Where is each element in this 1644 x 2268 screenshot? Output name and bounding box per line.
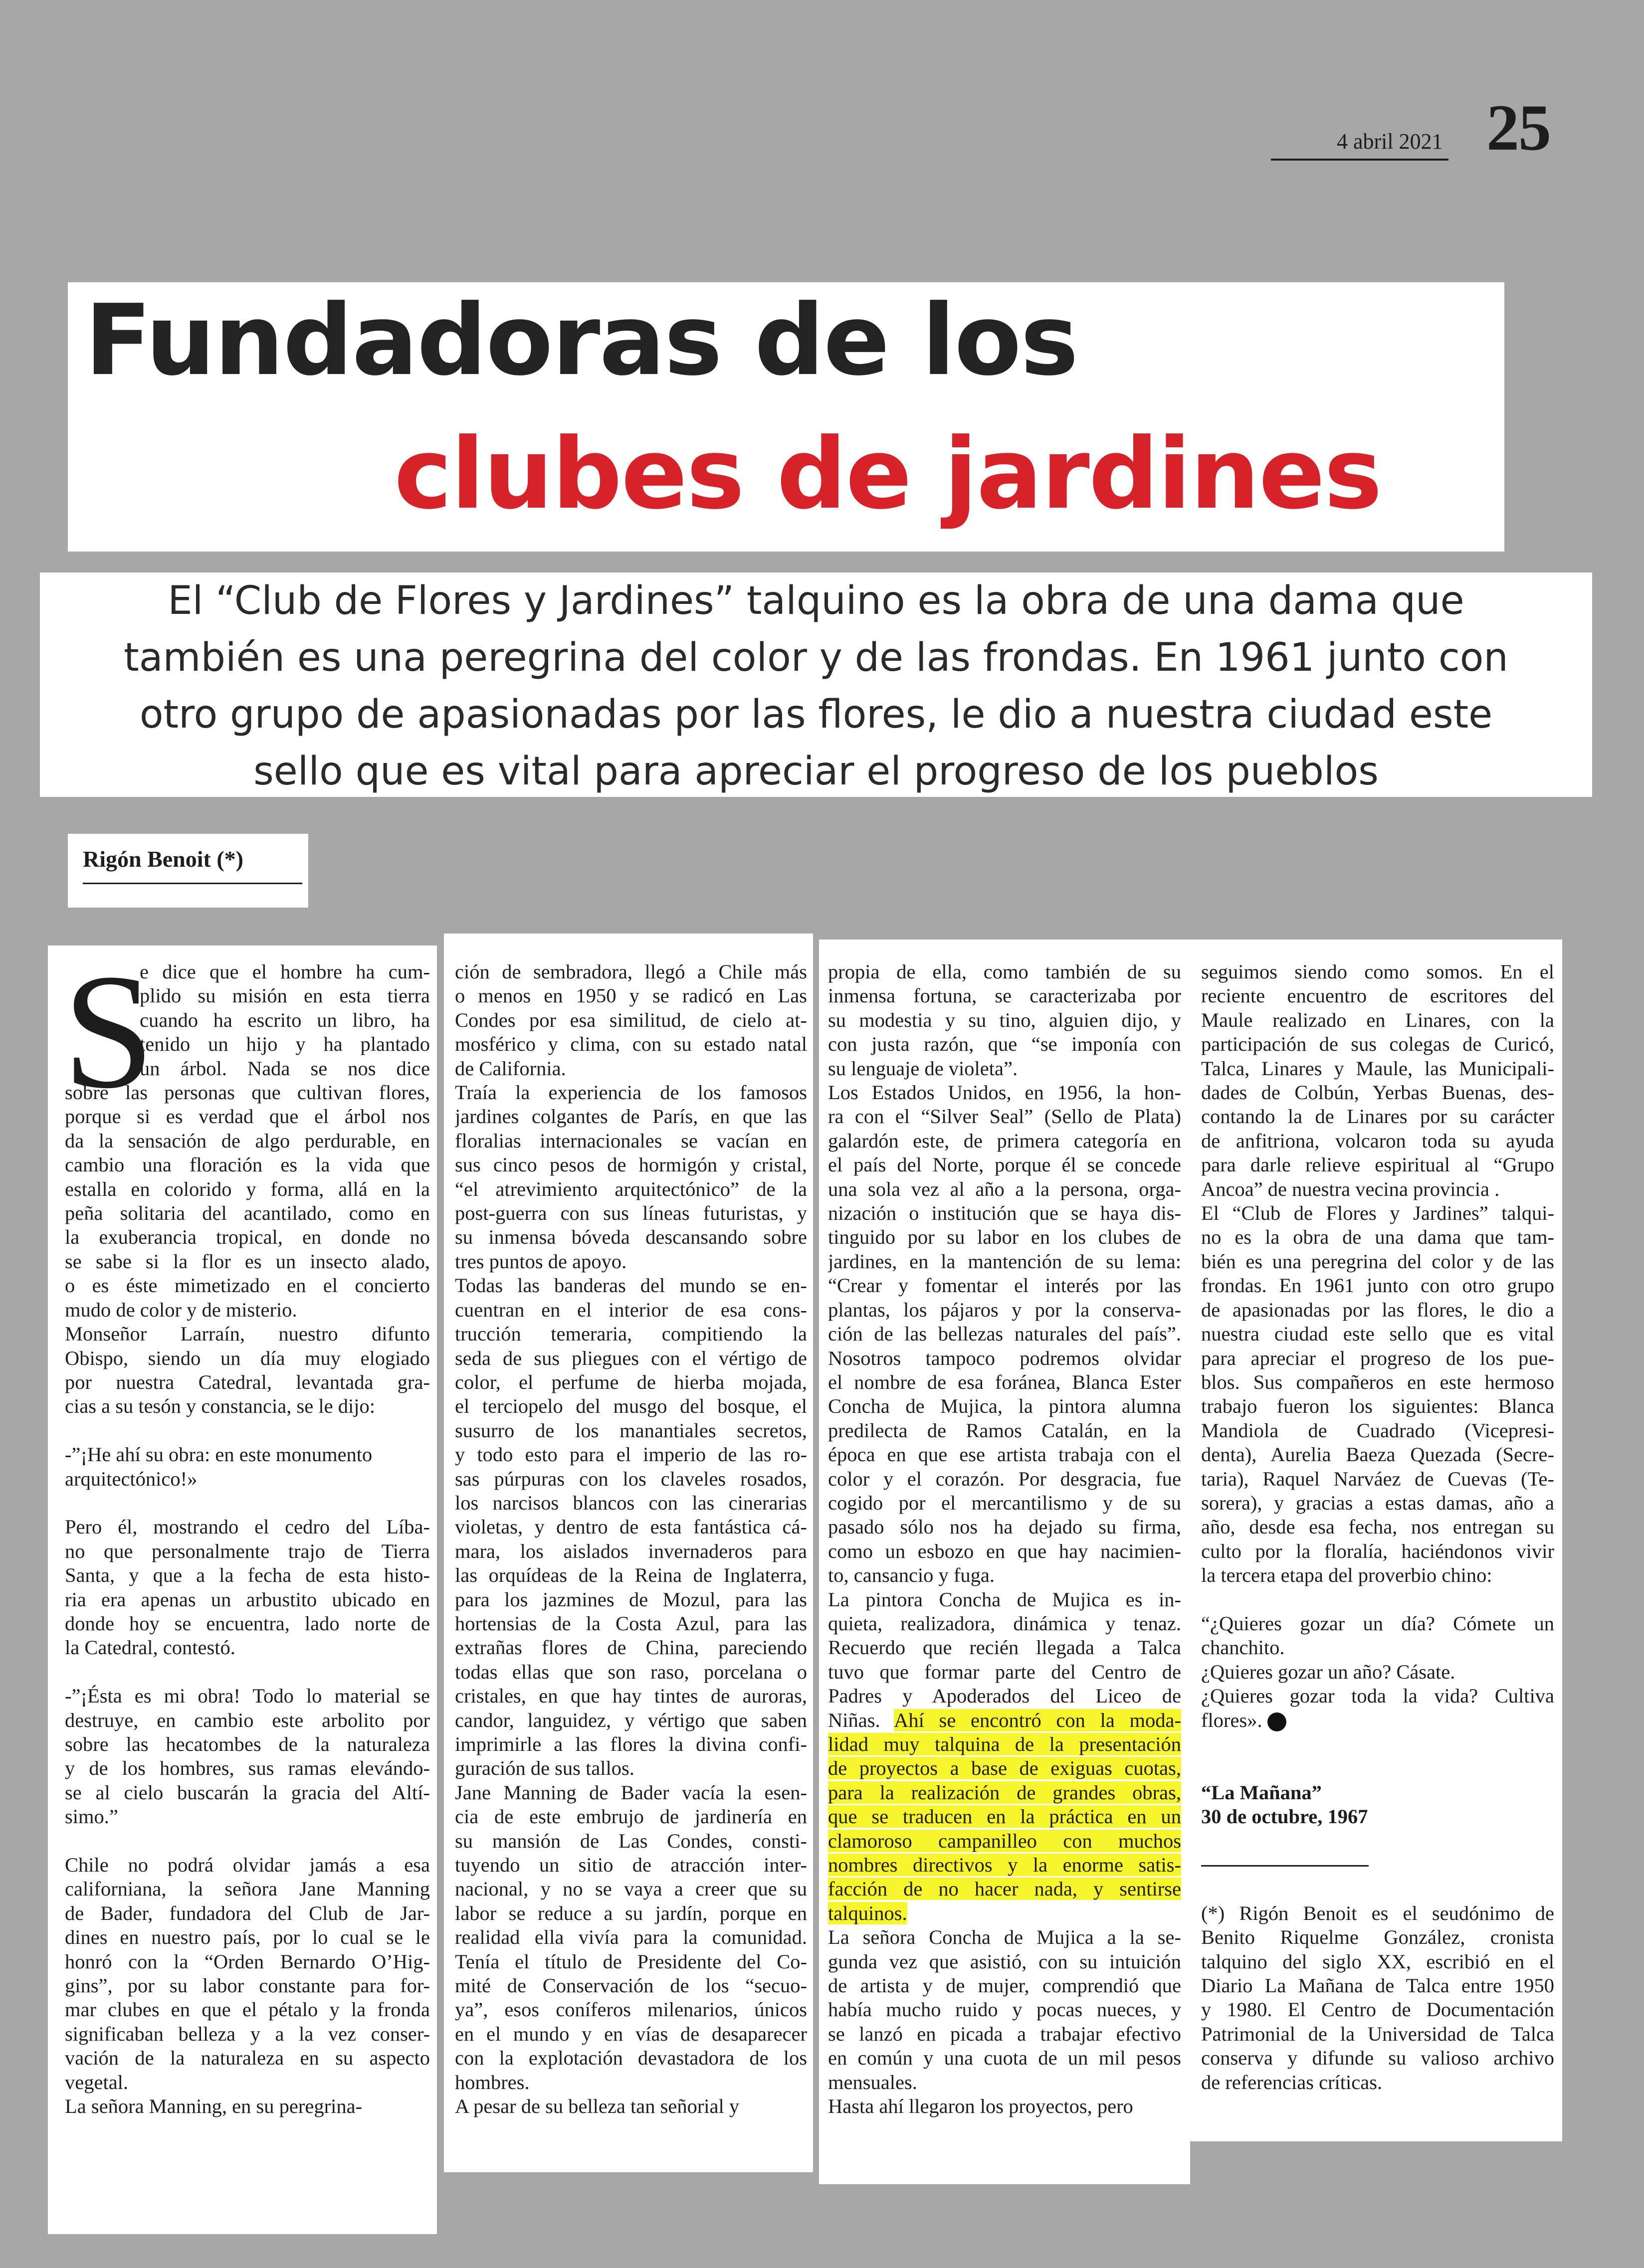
highlighted-text: clamoroso campanilleo con muchos [828, 1829, 1181, 1852]
highlighted-text: nombres directivos y la enorme satis- [828, 1854, 1181, 1877]
text-line: post-guerra con sus líneas futuristas, y [455, 1202, 807, 1225]
text-line: participación de sus colegas de Curicó, [1201, 1033, 1554, 1056]
byline: Rigón Benoit (*) [83, 846, 243, 872]
paragraph-gap [1201, 1877, 1554, 1901]
text-line: e dice que el hombre ha cum- [140, 960, 430, 983]
text-line: jardines colgantes de París, en que las [455, 1105, 807, 1128]
text-line: cogido por el mercantilismo y de su [828, 1491, 1181, 1514]
text-line: frondas. En 1961 junto con otro grupo [1201, 1274, 1554, 1297]
text-line: denta), Aurelia Baeza Quezada (Secre- [1201, 1443, 1554, 1466]
text-line: blos. Sus compañeros en este hermoso [1201, 1370, 1554, 1393]
highlighted-line [828, 1805, 1181, 1829]
paragraph-gap [1201, 1756, 1554, 1780]
highlighted-line [828, 1732, 1181, 1756]
text-line: reciente encuentro de escritores del [1201, 984, 1554, 1007]
paragraph-gap [65, 1829, 430, 1853]
footnote-line: Benito Riquelme González, cronista [1201, 1926, 1554, 1949]
deck-line: El “Club de Flores y Jardines” talquino es la obra de una dama que [168, 578, 1464, 623]
deck-line: sello que es vital para apreciar el progreso de los pueblos [253, 749, 1379, 794]
text-line: Monseñor Larraín, nuestro difunto [65, 1323, 430, 1345]
headline-line-2: clubes de jardines [394, 417, 1382, 531]
text-line: Hasta ahí llegaron los proyectos, pero [828, 2095, 1133, 2118]
text-line: pasado sólo nos ha dejado su firma, [828, 1515, 1181, 1538]
byline-underline [83, 883, 302, 884]
source-name: “La Mañana” [1201, 1781, 1322, 1804]
text-line: destruye, en cambio este arbolito por [65, 1708, 430, 1731]
text-line: sas púrpuras con los claveles rosados, [455, 1467, 807, 1490]
highlighted-text: para la realización de grandes obras, [828, 1781, 1181, 1804]
highlighted-line [828, 1901, 1181, 1925]
text-line: hombres. [455, 2071, 530, 2093]
footnote-line: (*) Rigón Benoit es el seudónimo de [1201, 1901, 1554, 1924]
text-line: su modestia y su tino, alguien dijo, y [828, 1008, 1181, 1031]
source-date: 30 de octubre, 1967 [1201, 1805, 1368, 1828]
text-line: “el atrevimiento arquitectónico” de la [455, 1177, 807, 1200]
text-line: color y el corazón. Por desgracia, fue [828, 1467, 1181, 1490]
text-line: vegetal. [65, 2071, 129, 2093]
text-line: sobre las personas que cultivan flores, [65, 1081, 430, 1104]
text-line: color, el perfume de hierba mojada, [455, 1370, 807, 1393]
text-line: donde hoy se encuentra, lado norte de [65, 1612, 430, 1635]
text-line: plantas, los pájaros y por la conserva- [828, 1298, 1181, 1321]
text-line: ción de sembradora, llegó a Chile más [455, 960, 807, 983]
highlighted-line [828, 1853, 1181, 1877]
text-line: y todo esto para el imperio de las ro- [455, 1443, 807, 1466]
text-line: el nombre de esa foránea, Blanca Ester [828, 1370, 1181, 1393]
paragraph-gap [65, 1660, 430, 1684]
text-line: quieta, realizadora, dinámica y tenaz. [828, 1612, 1181, 1635]
highlighted-text: de proyectos a base de exiguas cuotas, [828, 1757, 1181, 1780]
text-line: de California. [455, 1057, 566, 1080]
text-line: mosférico y clima, con su estado natal [455, 1033, 807, 1056]
text-line: culto por la floralía, haciéndonos vivir [1201, 1539, 1554, 1562]
text-line: con justa razón, que “se imponía con [828, 1033, 1181, 1056]
text-line: la Catedral, contestó. [65, 1636, 235, 1659]
headline-line-1: Fundadoras de los [85, 284, 1078, 397]
text-line: se lanzó en picada a trabajar efectivo [828, 2022, 1181, 2045]
text-line: imprimirle a las flores la divina confi- [455, 1733, 807, 1755]
text-line: peña solitaria del acantilado, como en [65, 1202, 430, 1225]
text-line: cristales, en que hay tintes de auroras, [455, 1685, 807, 1707]
text-line: estalla en colorido y forma, allá en la [65, 1177, 430, 1200]
text-line: de apasionadas por las flores, le dio a [1201, 1298, 1554, 1321]
text-line: Mandiola de Cuadrado (Vicepresi- [1201, 1419, 1554, 1442]
text-line: Los Estados Unidos, en 1956, la hon- [828, 1081, 1181, 1104]
text-line: ya”, esos coníferos milenarios, únicos [455, 1998, 807, 2021]
text-line: seguimos siendo como somos. En el [1201, 960, 1554, 983]
text-line: para los jazmines de Mozul, para las [455, 1588, 807, 1611]
text-line: ra con el “Silver Seal” (Sello de Plata) [828, 1105, 1181, 1128]
highlighted-text: Ahí se encontró con la moda- [894, 1708, 1181, 1731]
footnote-line: y 1980. El Centro de Documentación [1201, 1998, 1554, 2021]
text-line: Concha de Mujica, la pintora alumna [828, 1395, 1181, 1418]
text-line: californiana, la señora Jane Manning [65, 1878, 430, 1900]
text-line: había mucho ruido y pocas nueces, y [828, 1998, 1181, 2021]
text-line: simo.” [65, 1805, 118, 1828]
highlighted-text: talquinos. [828, 1901, 907, 1924]
text-line: el país del Norte, porque él se concede [828, 1153, 1181, 1176]
drop-cap: S [63, 941, 155, 1123]
text-line: sorera), y gracias a estas damas, año a [1201, 1491, 1554, 1514]
text-line: en el mundo y en vías de desaparecer [455, 2022, 807, 2045]
text-line: con la explotación devastadora de los [455, 2047, 807, 2070]
text-line: tuvo que formar parte del Centro de [828, 1660, 1181, 1683]
text-line: no que personalmente trajo de Tierra [65, 1539, 430, 1562]
text-line: jardines, en la mantención de su lema: [828, 1250, 1181, 1273]
text-line: floralias internacionales se vacían en [455, 1129, 807, 1152]
text-line: ria era apenas un arbustito ubicado en [65, 1588, 430, 1611]
footnote-line: conserva y difunde su valioso archivo [1201, 2047, 1554, 2070]
text-line: y de los hombres, sus ramas elevándo- [65, 1757, 430, 1780]
text-line: nacional, y no se vaya a creer que su [455, 1878, 807, 1900]
paragraph-gap [1201, 1588, 1554, 1612]
text-line: El “Club de Flores y Jardines” talqui- [1201, 1202, 1554, 1225]
text-line: nuestra ciudad este sello que es vital [1201, 1323, 1554, 1345]
highlighted-text: facción de no hacer nada, y sentirse [828, 1878, 1181, 1900]
highlighted-text: que se traducen en la práctica en un [828, 1805, 1181, 1828]
text-line: o es éste mimetizado en el concierto [65, 1274, 430, 1297]
text-line: tres puntos de apoyo. [455, 1250, 627, 1273]
footnote-line: Diario La Mañana de Talca entre 1950 [1201, 1974, 1554, 1997]
text-line: porque si es verdad que el árbol nos [65, 1105, 430, 1128]
text-line: el terciopelo del musgo del bosque, el [455, 1395, 807, 1418]
paragraph-gap [1201, 1829, 1554, 1853]
article-column-1 [65, 960, 430, 2118]
text-line: labor se reduce a su jardín, porque en [455, 1901, 807, 1924]
text-line: gunda vez que asistió, con su intuición [828, 1950, 1181, 1973]
text-line: en común y una cuota de un mil pesos [828, 2047, 1181, 2070]
paragraph-gap [1201, 1732, 1554, 1756]
text-line: -”¡He ahí su obra: en este monumento [65, 1443, 373, 1466]
text-line: Nosotros tampoco podremos olvidar [828, 1346, 1181, 1369]
text-line: “¿Quieres gozar un día? Cómete un [1201, 1612, 1554, 1635]
page-number: 25 [1486, 91, 1550, 164]
article-deck [40, 572, 1592, 797]
text-line [1201, 1708, 1554, 1732]
text-line: Tenía el título de Presidente del Co- [455, 1950, 807, 1973]
text-line: ción de las bellezas naturales del país”. [828, 1323, 1181, 1345]
text-line: Ancoa” de nuestra vecina provincia . [1201, 1177, 1500, 1200]
text-line: A pesar de su belleza tan señorial y [455, 2095, 740, 2118]
text-line: las orquídeas de la Reina de Inglaterra, [455, 1564, 807, 1587]
text-line: realidad ella vivía para la comunidad. [455, 1926, 807, 1949]
text-run: Niñas. [828, 1708, 894, 1731]
text-line: por nuestra Catedral, levantada gra- [65, 1370, 430, 1393]
text-line: un árbol. Nada se nos dice [140, 1057, 430, 1080]
source-underline [1201, 1865, 1369, 1867]
text-line: de anfitriona, volcaron toda su ayuda [1201, 1129, 1554, 1152]
text-line: dades de Colbún, Yerbas Buenas, des- [1201, 1081, 1554, 1104]
text-line: hortensias de la Costa Azul, para las [455, 1612, 807, 1635]
text-line: seda de sus pliegues con el vértigo de [455, 1346, 807, 1369]
text-line: su mansión de Las Condes, consti- [455, 1829, 807, 1852]
text-line: de Bader, fundadora del Club de Jar- [65, 1901, 430, 1924]
text-line: ¿Quieres gozar toda la vida? Cultiva [1201, 1685, 1554, 1707]
text-line: to, cansancio y fuga. [828, 1564, 995, 1587]
text-line: sus cinco pesos de hormigón y cristal, [455, 1153, 807, 1176]
text-line [828, 1708, 1181, 1732]
text-line: violetas, y dentro de esta fantástica cá- [455, 1515, 807, 1538]
text-line: Condes por esa similitud, de cielo at- [455, 1008, 807, 1031]
highlighted-line [828, 1756, 1181, 1780]
text-line: nización o institución que se haya dis- [828, 1202, 1181, 1225]
text-line: Padres y Apoderados del Liceo de [828, 1685, 1181, 1707]
text-line: significaban belleza y a la vez conser- [65, 2022, 430, 2045]
text-line: plido su misión en esta tierra [140, 984, 430, 1007]
deck-line: también es una peregrina del color y de las frondas. En 1961 junto con [124, 635, 1508, 680]
text-line: trucción temeraria, compitiendo la [455, 1323, 807, 1345]
text-line: ¿Quieres gozar un año? Cásate. [1201, 1660, 1455, 1683]
text-line: candor, languidez, y vértigo que saben [455, 1708, 807, 1731]
text-line: da la sensación de algo perdurable, en [65, 1129, 430, 1152]
text-line: inmensa fortuna, se caracterizaba por [828, 984, 1181, 1007]
text-line: se al cielo buscarán la gracia del Altí- [65, 1781, 430, 1804]
article-column-4 [1201, 960, 1554, 2094]
text-line: mara, los aislados invernaderos para [455, 1539, 807, 1562]
text-line: la tercera etapa del proverbio chino: [1201, 1564, 1492, 1587]
text-run: flores». [1201, 1708, 1262, 1731]
text-line: cambio una floración es la vida que [65, 1153, 430, 1176]
text-line: “Crear y fomentar el interés por las [828, 1274, 1181, 1297]
text-line: guración de sus tallos. [455, 1757, 634, 1780]
text-line: tinguido por su labor en los clubes de [828, 1226, 1181, 1249]
highlighted-line [828, 1877, 1181, 1901]
text-line: no es la obra de una dama que tam- [1201, 1226, 1554, 1249]
text-line: galardón este, de primera categoría en [828, 1129, 1181, 1152]
text-line: o menos en 1950 y se radicó en Las [455, 984, 807, 1007]
text-line: cuando ha escrito un libro, ha [140, 1008, 430, 1031]
text-line: trabajo fueron los siguientes: Blanca [1201, 1395, 1554, 1418]
text-line: su lenguaje de violeta”. [828, 1057, 1018, 1080]
text-line: Pero él, mostrando el cedro del Líba- [65, 1515, 430, 1538]
text-line: los narcisos blancos con las cinerarias [455, 1491, 807, 1514]
text-line: Obispo, siendo un día muy elogiado [65, 1346, 430, 1369]
text-line: mité de Conservación de los “secuo- [455, 1974, 807, 1997]
text-line: La pintora Concha de Mujica es in- [828, 1588, 1181, 1611]
text-line: sobre las hecatombes de la naturaleza [65, 1732, 430, 1755]
text-line: honró con la “Orden Bernardo O’Hig- [65, 1950, 430, 1973]
text-line: Recuerdo que recién llegada a Talca [828, 1636, 1181, 1659]
text-line: la exuberancia tropical, en donde no [65, 1226, 430, 1249]
text-line: contando la de Linares por su carácter [1201, 1105, 1554, 1128]
text-line: Jane Manning de Bader vacía la esen- [455, 1781, 807, 1804]
text-line: para darle relieve espiritual al “Grupo [1201, 1153, 1554, 1176]
paragraph-gap [65, 1491, 430, 1515]
text-line: cuentran en el interior de esa cons- [455, 1298, 807, 1321]
text-line: Chile no podrá olvidar jamás a esa [65, 1853, 430, 1876]
text-line: dines en nuestro país, por lo cual se le [65, 1926, 430, 1949]
text-line: extrañas flores de China, pareciendo [455, 1636, 807, 1659]
text-line: como un esbozo en que hay nacimien- [828, 1539, 1181, 1562]
text-line: mensuales. [828, 2071, 917, 2093]
highlighted-text: lidad muy talquina de la presentación [828, 1733, 1181, 1755]
article-column-2 [455, 960, 807, 2119]
text-line: año, desde esa fecha, nos entregan su [1201, 1515, 1554, 1538]
text-line: su inmensa bóveda descansando sobre [455, 1226, 807, 1249]
issue-date: 4 abril 2021 [1337, 129, 1443, 154]
article-column-3 [828, 960, 1181, 2119]
footnote-line: talquino del siglo XX, escribió en el [1201, 1950, 1554, 1973]
text-line: mar clubes en que el pétalo y la fronda [65, 1998, 430, 2021]
highlighted-line [828, 1829, 1181, 1853]
text-line: Maule realizado en Linares, con la [1201, 1008, 1554, 1031]
text-line: La señora Manning, en su peregrina- [65, 2095, 363, 2118]
paragraph-gap [65, 1419, 430, 1443]
text-line: La señora Concha de Mujica a la se- [828, 1926, 1181, 1949]
text-line: mudo de color y de misterio. [65, 1298, 297, 1321]
text-line: se sabe si la flor es un insecto alado, [65, 1250, 430, 1273]
date-underline [1271, 159, 1448, 161]
text-line: para apreciar el progreso de los pue- [1201, 1346, 1554, 1369]
text-line: chanchito. [1201, 1636, 1285, 1659]
text-line: Talca, Linares y Maule, las Municipali- [1201, 1057, 1554, 1080]
text-line: bién es una peregrina del color y de las [1201, 1250, 1554, 1273]
text-line: de artista y de mujer, comprendió que [828, 1974, 1181, 1997]
text-line: taria), Raquel Narváez de Cuevas (Te- [1201, 1467, 1554, 1490]
text-line: época en que ese artista trabaja con el [828, 1443, 1181, 1466]
text-line: -”¡Ésta es mi obra! Todo lo material se [65, 1685, 430, 1707]
text-line: una sola vez al año a la persona, orga- [828, 1177, 1181, 1200]
text-line: tenido un hijo y ha plantado [140, 1033, 430, 1056]
text-line: tuyendo un sitio de atracción inter- [455, 1854, 807, 1877]
text-line: Santa, y que a la fecha de esta histo- [65, 1564, 430, 1587]
footnote-line: de referencias críticas. [1201, 2071, 1383, 2093]
text-line: cias a su tesón y constancia, se le dijo: [65, 1395, 375, 1418]
text-line: Traía la experiencia de los famosos [455, 1081, 807, 1104]
text-line: gins”, por su labor constante para for- [65, 1974, 430, 1997]
deck-line: otro grupo de apasionadas por las flores, le dio a nuestra ciudad este [139, 692, 1493, 737]
text-line: predilecta de Ramos Catalán, en la [828, 1419, 1181, 1442]
text-line: arquitectónico!» [65, 1467, 198, 1490]
highlighted-line [828, 1781, 1181, 1805]
text-line: Todas las banderas del mundo se en- [455, 1274, 807, 1297]
text-line: todas ellas que son raso, porcelana o [455, 1660, 807, 1683]
text-line: propia de ella, como también de su [828, 960, 1181, 983]
end-mark-icon [1267, 1712, 1286, 1731]
text-line: vación de la naturaleza en su aspecto [65, 2047, 430, 2070]
text-line: cia de este embrujo de jardinería en [455, 1805, 807, 1828]
footnote-line: Patrimonial de la Universidad de Talca [1201, 2022, 1554, 2045]
text-line: susurro de los manantiales secretos, [455, 1419, 807, 1442]
